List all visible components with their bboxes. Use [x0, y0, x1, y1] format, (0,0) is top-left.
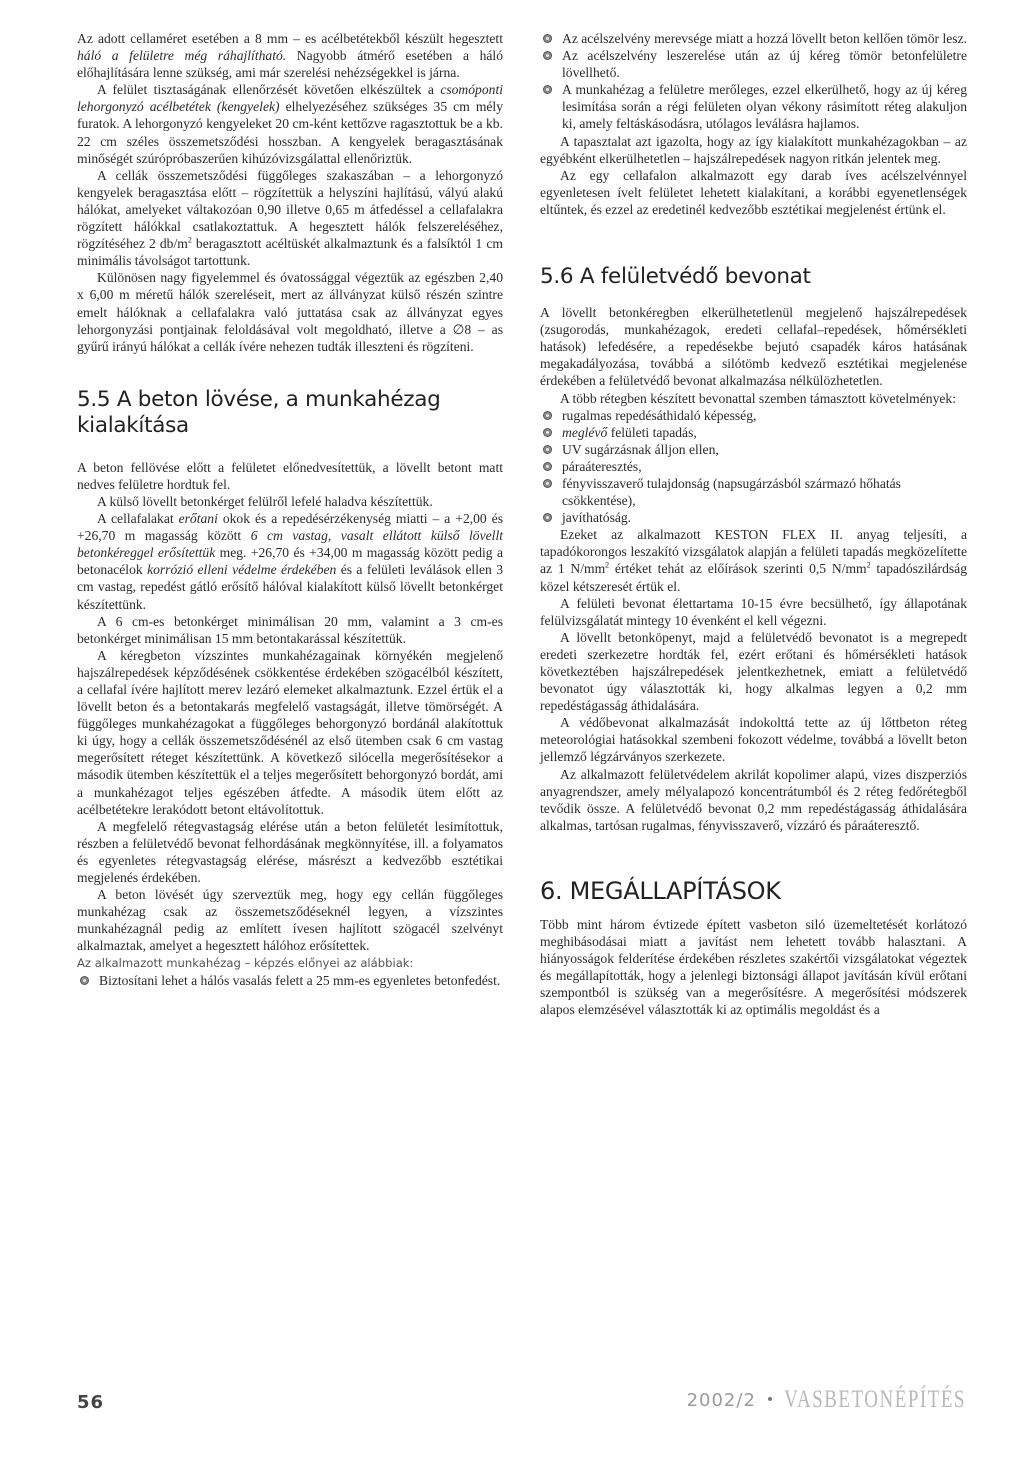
section-heading-5-6: 5.6 A felületvédő bevonat [540, 264, 811, 290]
bullet-disc-icon [543, 85, 552, 94]
list-item: meglévő felületi tapadás, [540, 424, 967, 441]
list-item: Az acélszelvény merevsége miatt a hozzá lövellt beton kellően tömör lesz. [540, 30, 967, 47]
paragraph: A kéregbeton vízszintes munkahézagainak környékén megjelenő hajszálrepedések képződésének csökkentése érdekében szögacélból készített, a cellafal ívére hajlított merev lezáró elemeket alkalmaztunk. Ezzel értük el a lövellt beton és a betontakarás megfelelő vastagságát, illetve tömörségét. A függőleges munkahézagokat a függőleges behorgonyzó bordánál alakítottuk ki úgy, hogy a cellák összemetsződésénél az első ütemben csak 6 cm vastag megerősített réteget készítettünk. A következő silócella megerősítésekor a második ütemben készítettük el a teljes megerősített behorgonyzó bordát, ami a munkahézagot teljes egészében átfedte. A második ütem előtt az acélbetétekre lerakódott betont eltávolítottuk. [77, 647, 503, 817]
issue-number: 2002/2 [686, 1389, 756, 1411]
paragraph: A lövellt betonkéregben elkerülhetetlenül megjelenő hajszálrepedések (zsugorodás, munkahézagok, eredeti cellafal–repedések, hőmérsékleti hatások) lefedésére, a repedésekbe bejutó csapadék káros hatásának megakadályozása, továbbá a silótömb kedvező esztétikai megjelenése érdekében a felületvédő bevonat alkalmazása nélkülözhetetlen. [540, 305, 967, 389]
paragraph: Az alkalmazott felületvédelem akrilát kopolimer alapú, vizes diszperziós anyagrendszer, amely mélyalapozó koncentrátumból és 2 réteg fedőrétegből tevődik össze. A felületvédő bevonat 0,2 mm repedéstágasság áthidalására alkalmas, tartósan rugalmas, fényvisszaverő, vízzáró és páraáteresztő. [540, 766, 967, 833]
section-heading-5-5: 5.5 A beton lövése, a munkahézag kialakítása [77, 386, 441, 438]
list-item: fényvisszaverő tulajdonság (napsugárzásból származó hőhatás csökkentése), [540, 475, 967, 509]
paragraph: A több rétegben készített bevonattal szemben támasztott követelmények: [560, 390, 956, 406]
paragraph: A felületi bevonat élettartama 10-15 évre becsülhető, így állapotának felülvizsgálatát mintegy 10 évenként el kell végezni. [540, 595, 967, 628]
list-item: javíthatóság. [540, 509, 967, 526]
list-item: Az acélszelvény leszerelése után az új kéreg tömör betonfelületre lövellhető. [540, 47, 967, 81]
paragraph: A beton fellövése előtt a felületet előnedvesítettük, a lövellt betont matt nedves felületre hordtuk fel. [77, 459, 503, 492]
requirements-list [540, 407, 967, 527]
paragraph: Ezeket az alkalmazott KESTON FLEX II. anyag teljesíti, a tapadókorongos leszakító vizsgálatok alapján a felületi tapadás megközelítette az 1 $N/mm^2$ értéket tehát az előírások szerinti 0,5 $N/mm^2$ tapadószilárdság közel kétszeresét értük el. [540, 527, 967, 594]
paragraph: A cellák összemetsződési függőleges szakaszában – a lehorgonyzó kengyelek beragasztása előtt – rögzítettük a helyszíni hajlítású, vályú alakú hálókat, amelyeket váltakozóan 0,90 illetve 0,65 m átfedéssel a cellafalakra rögzített hálókkal csatlakoztattuk. A hegesztett hálók felszereléséhez, rögzítéséhez 2 $db/m^2$ beragasztott acéltüskét alkalmaztunk és a falsíktól 1 cm minimális távolságot tartottunk. [77, 167, 503, 269]
footer-separator: • [765, 1392, 775, 1408]
paragraph: A védőbevonat alkalmazását indokolttá tette az új lőttbeton réteg meteorológiai hatásokkal szembeni fokozott védelme, továbbá a lövellt beton jellemző légzárványos szerkezete. [540, 715, 967, 765]
bullet-disc-icon [543, 411, 552, 420]
paragraph: A beton lövését úgy szerveztük meg, hogy egy cellán függőleges munkahézag csak az összemetsződéseknél legyen, a vízszintes munkahézagnál pedig az említett ívesen hajlított szögacél szelvényt alkalmaztak, amelyet a hegesztett hálóhoz erősítettek. [77, 887, 503, 954]
page-number: 56 [77, 1392, 105, 1413]
right-column [540, 30, 967, 1019]
advantages-list [77, 972, 503, 989]
bullet-disc-icon [543, 462, 552, 471]
list-item: páraáteresztés, [540, 458, 967, 475]
list-item: rugalmas repedésáthidaló képesség, [540, 407, 967, 424]
paragraph: A 6 cm-es betonkérget minimálisan 20 mm, valamint a 3 cm-es betonkérget minimálisan 15 mm betontakarással készítettük. [77, 613, 503, 646]
paragraph: A külső lövellt betonkérget felülről lefelé haladva készítettük. [97, 493, 433, 509]
journal-name: VASBETONÉPÍTÉS [784, 1385, 966, 1414]
paragraph: A cellafalakat erőtani okok és a repedésérzékenység miatti – a +2,00 és +26,70 m magasság között 6 cm vastag, vasalt ellátott külső lövellt betonkéreggel erősítettük meg. +26,70 és +34,00 m magasság között pedig a betonacélok korrózió elleni védelme érdekében és a felületi leválások ellen 3 cm vastag, repedést gátló erősítő hálóval kialakított külső lövellt betonkérget készítettünk. [77, 511, 504, 612]
journal-footer [686, 1385, 966, 1414]
paragraph: Az egy cellafalon alkalmazott egy darab íves acélszelvénnyel egyenletesen ívelt felületet lehetett kialakítani, a korábbi egyenetlenségek eltűntek, és ezzel az eredetinél kedvezőbb esztétikai megjelenést értünk el. [540, 167, 967, 217]
list-item: Biztosítani lehet a hálós vasalás felett a 25 mm-es egyenletes betonfedést. [77, 972, 503, 989]
paragraph: A lövellt betonköpenyt, majd a felületvédő bevonatot is a megrepedt eredeti szerkezetre hordták fel, ezért erőtani és hőmérsékleti hatások következtében hajszálrepedések jelentkezhetnek, emiatt a felületvédő bevonatot úgy választották ki, hogy alkalmas legyen a 0,2 mm repedéstágasság áthidalására. [540, 629, 967, 714]
left-column [77, 30, 503, 989]
bullet-disc-icon [543, 51, 552, 60]
bullet-disc-icon [543, 428, 552, 437]
paragraph: A megfelelő rétegvastagság elérése után a beton felületét lesimítottuk, részben a felületvédő bevonat felhordásának megkönnyítése, ill. a folyamatos és egyenletes rétegvastagság elérése, másrészt a kedvezőbb esztétikai megjelenés érdekében. [77, 818, 503, 886]
paragraph: Több mint három évtizede épített vasbeton siló üzemeltetését korlátozó meghibásodásai miatt a javítást nem lehetett tovább halasztani. A hiányosságok felderítése érdekében részletes szakértői vizsgálatokat végeztek és megállapították, hogy a jelenlegi biztonsági állapot javításán kívül erőtani szempontból is szükség van a megerősítésre. A megerősítési módszerek alapos elemzésével választották ki az optimális megoldást és a [540, 916, 967, 1018]
bullet-disc-icon [543, 513, 552, 522]
bullet-disc-icon [543, 445, 552, 454]
paragraph: Az adott cellaméret esetében a 8 mm – es acélbetétekből készült hegesztett háló a felületre még ráhajlítható. Nagyobb átmérő esetében a háló előhajlítására lenne szükség, ami már szerelési nehézségekkel is járna. [77, 31, 503, 81]
paragraph: Különösen nagy figyelemmel és óvatossággal végeztük az egészben 2,40 x 6,00 m méretű hálók szereléseit, mert az állványzat külső részén szintre emelt hálóknak a cellafalakra való juttatása csak az állványzat egyes lehorgonyzási pontjainak feloldásával volt megoldható, illetve a ∅8 – as gyűrű irányú hálókat a cellák ívére nehezen tudták illeszteni és rögzíteni. [77, 270, 503, 354]
advantages-intro: Az alkalmazott munkahézag – képzés előnyei az alábbiak: [77, 955, 414, 970]
bullet-disc-icon [543, 34, 552, 43]
list-item: UV sugárzásnak álljon ellen, [540, 441, 967, 458]
bullet-disc-icon [80, 976, 89, 985]
section-heading-6: 6. MEGÁLLAPÍTÁSOK [540, 876, 781, 905]
paragraph: A felület tisztaságának ellenőrzését követően elkészültek a csomóponti lehorgonyzó acélbetétek (kengyelek) elhelyezéséhez szükséges 35 cm mély furatok. A lehorgonyzó kengyeleket 20 cm-ként kettőzve ragasztottuk be a kb. 22 cm széles összemetsződési hosszban. A kengyelek beragasztásának minőségét szúrópróbaszerűen kihúzóvizsgálattal ellenőriztük. [77, 82, 503, 166]
bullet-disc-icon [543, 479, 552, 488]
list-item: A munkahézag a felületre merőleges, ezzel elkerülhető, hogy az új kéreg lesimítása során a régi felületen olyan vékony rásimított réteg alakuljon ki, amely feltáskásodásra, utólagos leválásra hajlamos. [540, 81, 967, 132]
advantages-list-continued [540, 30, 967, 133]
paragraph: A tapasztalat azt igazolta, hogy az így kialakított munkahézagokban – az egyébként elkerülhetetlen – hajszálrepedések nagyon ritkán jelentek meg. [540, 133, 967, 166]
